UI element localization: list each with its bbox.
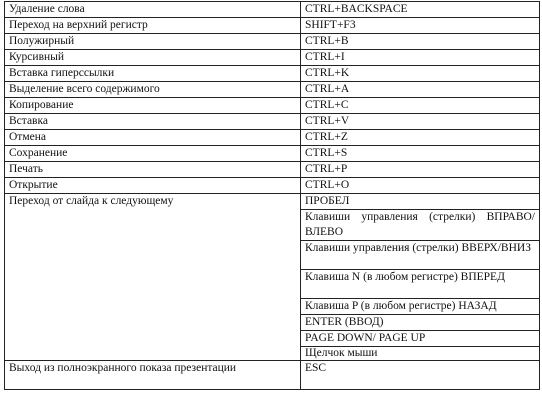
table-row xyxy=(5,114,540,130)
keys-cell: CTRL+V xyxy=(301,114,540,130)
table-row xyxy=(5,361,540,390)
action-cell: Сохранение xyxy=(5,146,301,162)
keys-cell: ESC xyxy=(301,361,540,390)
slide-nav-action-cell: Переход от слайда к следующему xyxy=(5,194,301,361)
table-row xyxy=(5,162,540,178)
keys-cell: CTRL+C xyxy=(301,98,540,114)
shortcuts-table xyxy=(4,1,540,390)
keys-cell: CTRL+P xyxy=(301,162,540,178)
keys-cell: ПРОБЕЛ xyxy=(301,194,540,210)
keys-cell: SHIFT+F3 xyxy=(301,18,540,34)
action-cell: Вставка гиперссылки xyxy=(5,66,301,82)
keys-cell: CTRL+I xyxy=(301,50,540,66)
keys-cell: ENTER (ВВОД) xyxy=(301,315,540,331)
table-row xyxy=(5,98,540,114)
action-cell: Выделение всего содержимого xyxy=(5,82,301,98)
keys-cell: CTRL+K xyxy=(301,66,540,82)
keys-cell: CTRL+S xyxy=(301,146,540,162)
action-cell: Удаление слова xyxy=(5,2,301,18)
keys-cell: Щелчок мыши xyxy=(301,347,540,361)
keys-cell: Клавиши управления (стрелки) ВПРАВО/ВЛЕВО xyxy=(301,210,540,241)
keys-cell: CTRL+BACKSPACE xyxy=(301,2,540,18)
table-row xyxy=(5,18,540,34)
table-row xyxy=(5,178,540,194)
keys-cell: Клавиши управления (стрелки) ВВЕРХ/ВНИЗ xyxy=(301,241,540,270)
table-row xyxy=(5,130,540,146)
keys-cell: CTRL+O xyxy=(301,178,540,194)
action-cell: Печать xyxy=(5,162,301,178)
table-row xyxy=(5,66,540,82)
table-row xyxy=(5,146,540,162)
keys-cell: CTRL+Z xyxy=(301,130,540,146)
table-row xyxy=(5,82,540,98)
table-row xyxy=(5,50,540,66)
action-cell: Переход на верхний регистр xyxy=(5,18,301,34)
action-cell: Курсивный xyxy=(5,50,301,66)
keys-cell: PAGE DOWN/ PAGE UP xyxy=(301,331,540,347)
table-row xyxy=(5,2,540,18)
action-cell: Полужирный xyxy=(5,34,301,50)
keys-cell: CTRL+A xyxy=(301,82,540,98)
keys-cell: CTRL+B xyxy=(301,34,540,50)
action-cell: Отмена xyxy=(5,130,301,146)
exit-action-cell: Выход из полноэкранного показа презентации xyxy=(5,361,301,390)
keys-cell: Клавиша N (в любом регистре) ВПЕРЕД xyxy=(301,270,540,299)
action-cell: Вставка xyxy=(5,114,301,130)
action-cell: Открытие xyxy=(5,178,301,194)
action-cell: Копирование xyxy=(5,98,301,114)
keys-cell: Клавиша P (в любом регистре) НАЗАД xyxy=(301,299,540,315)
table-row xyxy=(5,194,540,210)
table-row xyxy=(5,34,540,50)
